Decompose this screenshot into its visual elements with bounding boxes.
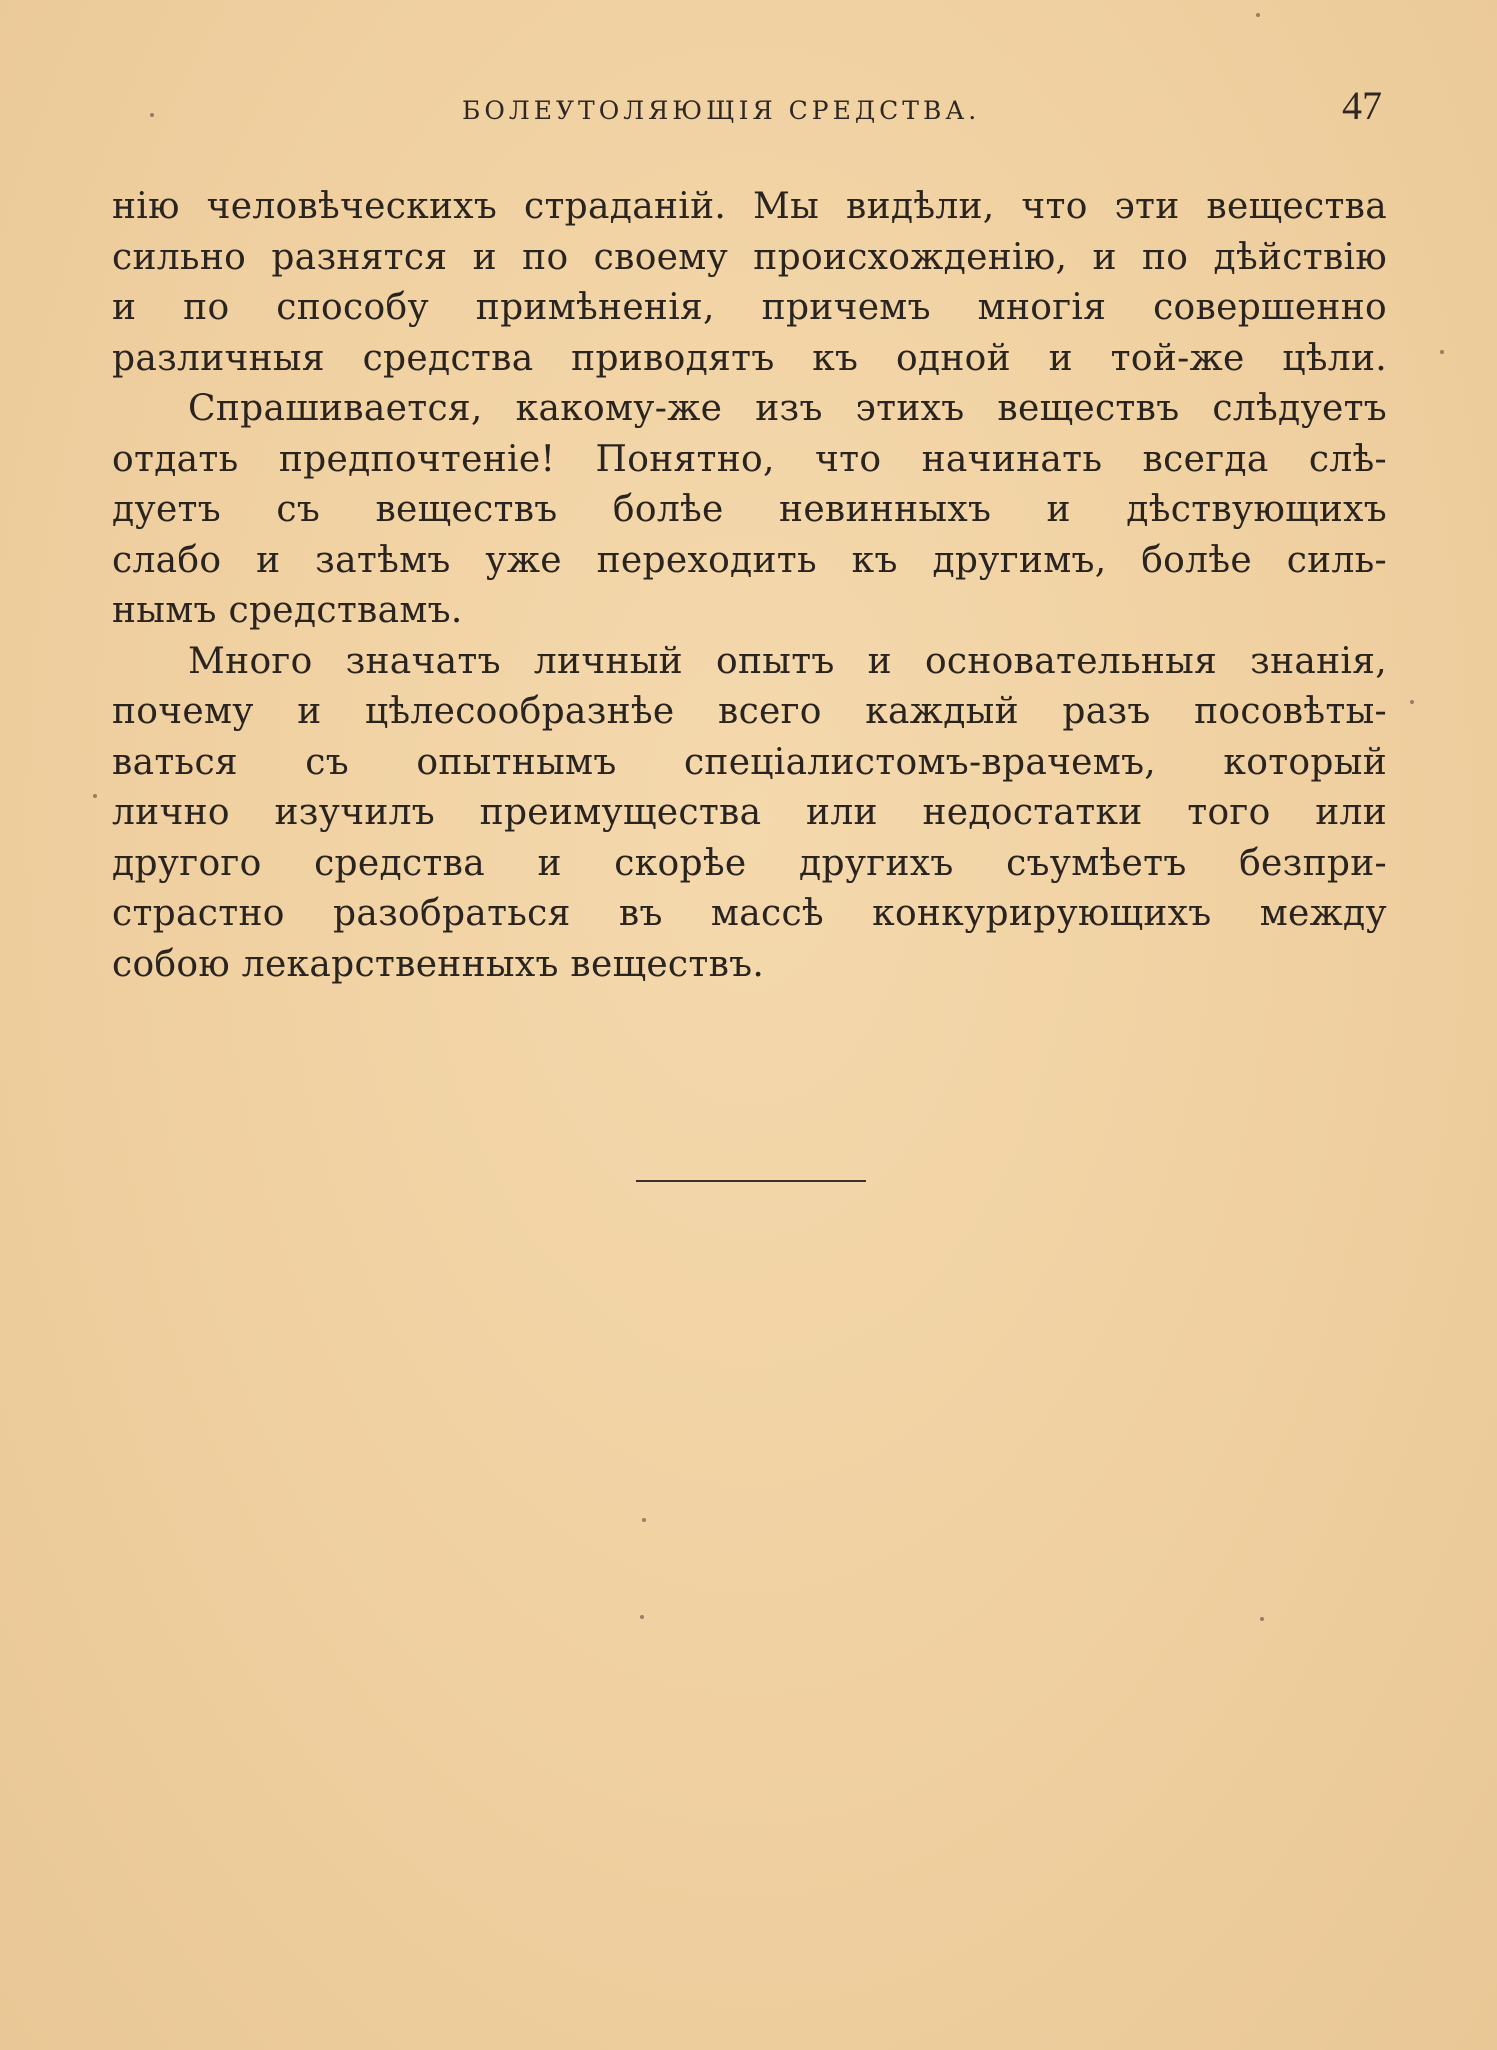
paper-speck [1440, 350, 1444, 354]
text-line: Много значатъ личный опытъ и основательныя знанія, [188, 640, 1387, 682]
paper-speck [640, 1615, 644, 1619]
text-line: ваться съ опытнымъ спеціалистомъ-врачемъ, который [112, 741, 1387, 783]
text-line: нымъ средствамъ. [112, 590, 463, 631]
text-line: дуетъ съ веществъ болѣе невинныхъ и дѣствующихъ [112, 489, 1387, 530]
paper-speck [150, 113, 154, 117]
text-line: различныя средства приводятъ къ одной и той-же цѣли. [112, 337, 1387, 379]
end-rule [636, 1180, 866, 1182]
text-line: и по способу примѣненія, причемъ многія совершенно [112, 287, 1387, 328]
running-title: БОЛЕУТОЛЯЮЩІЯ СРЕДСТВА. [462, 96, 981, 125]
paper-speck [93, 794, 97, 798]
text-line: лично изучилъ преимущества или недостатки того или [112, 792, 1387, 833]
running-header [112, 78, 1382, 138]
paper-speck [1256, 13, 1260, 17]
text-line: нію человѣческихъ страданій. Мы видѣли, что эти вещества [112, 186, 1387, 227]
paper-speck [1410, 700, 1414, 704]
text-line: собою лекарственныхъ веществъ. [112, 943, 765, 985]
text-line: другого средства и скорѣе другихъ съумѣетъ безпри- [112, 842, 1387, 884]
text-line: страстно разобраться въ массѣ конкурирующихъ между [112, 893, 1387, 934]
paper-speck [642, 1518, 646, 1522]
page-number: 47 [1342, 83, 1382, 128]
body-text [112, 182, 1387, 990]
text-line: отдать предпочтеніе! Понятно, что начинать всегда слѣ- [112, 438, 1387, 480]
text-line: почему и цѣлесообразнѣе всего каждый разъ посовѣты- [112, 691, 1387, 732]
text-line: сильно разнятся и по своему происхожденію, и по дѣйствію [112, 236, 1387, 278]
text-line: Спрашивается, какому-же изъ этихъ веществъ слѣдуетъ [188, 388, 1387, 429]
text-line: слабо и затѣмъ уже переходить къ другимъ, болѣе силь- [112, 539, 1387, 581]
paper-speck [1260, 1617, 1264, 1621]
